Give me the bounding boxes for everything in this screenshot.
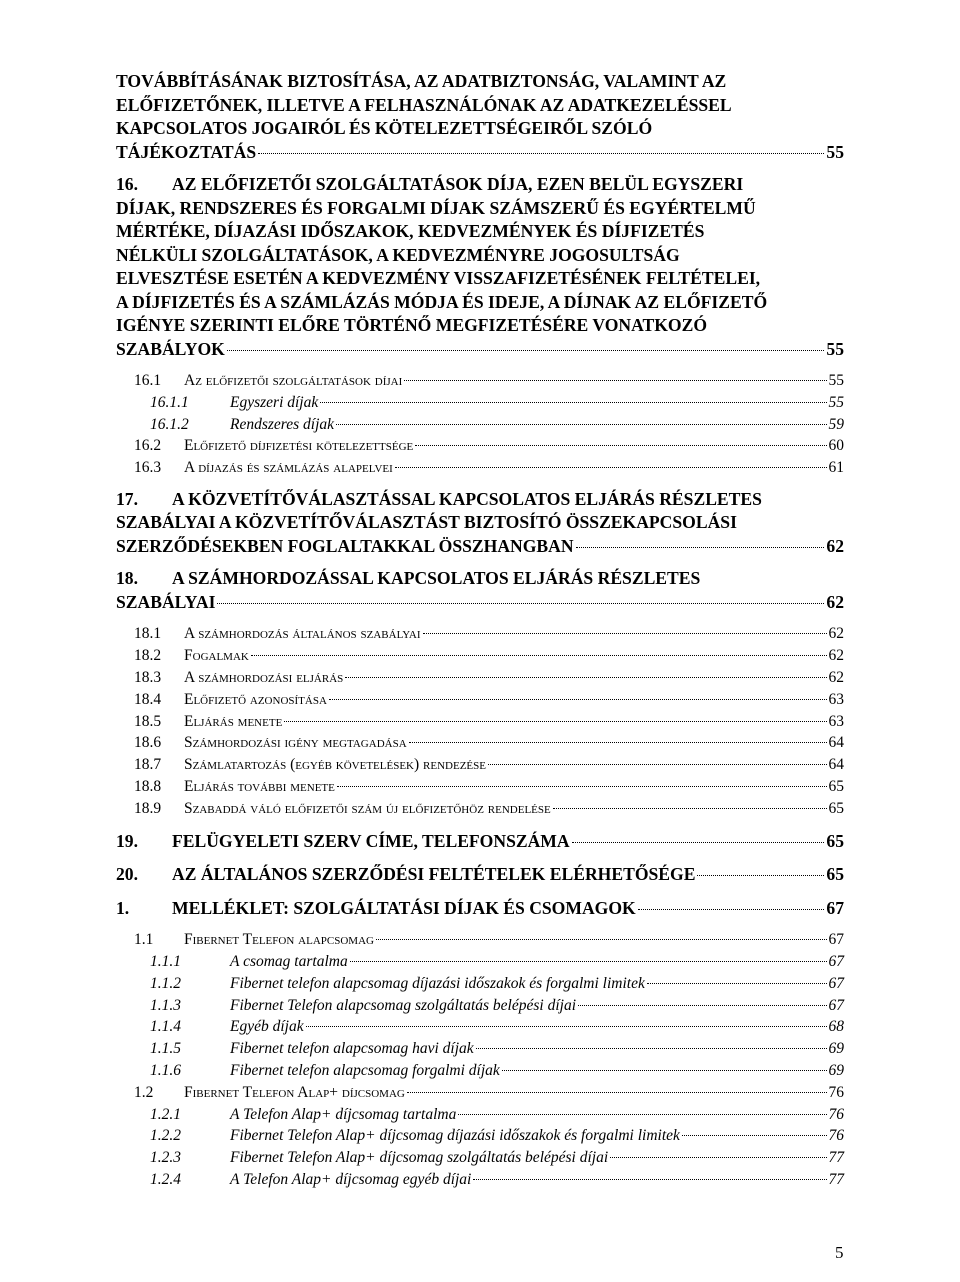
toc-page-number: 55 [826, 338, 844, 359]
toc-entry-title: Előfizető azonosítása [184, 690, 327, 708]
toc-page-number: 64 [828, 756, 844, 774]
toc-entry-title: Fibernet telefon alapcsomag forgalmi díjak [230, 1061, 500, 1079]
toc-entry-number: 18.7 [134, 756, 162, 774]
toc-entry-number: 1.2.1 [150, 1105, 181, 1123]
toc-entry-title: MELLÉKLET: SZOLGÁLTATÁSI DÍJAK ÉS CSOMAGOK [172, 897, 636, 918]
toc-entry-title: Fibernet telefon alapcsomag havi díjak [230, 1040, 474, 1058]
toc-page-number: 67 [828, 931, 844, 949]
leader-dots [345, 677, 826, 678]
toc-entry-title: Eljárás menete [184, 712, 283, 730]
toc-entry-subsection[interactable] [116, 951, 844, 973]
toc-title-line: SZABÁLYAI [116, 591, 216, 612]
toc-page-number: 67 [826, 897, 844, 918]
toc-entry-main[interactable] [116, 488, 844, 559]
toc-entry-main[interactable] [116, 70, 844, 164]
toc-entry-section[interactable] [116, 1082, 844, 1104]
toc-entry-subsection[interactable] [116, 1038, 844, 1060]
toc-entry-number: 16.1.2 [150, 415, 189, 433]
toc-page-number: 77 [828, 1170, 844, 1188]
toc-entry-number: 16.1.1 [150, 393, 189, 411]
leader-dots [217, 603, 824, 604]
toc-entry-number: 1.1.3 [150, 996, 181, 1014]
toc-entry-title: Fibernet Telefon Alap+ díjcsomag szolgáltatás belépési díjai [230, 1149, 609, 1167]
toc-entry-title: AZ ÁLTALÁNOS SZERZŐDÉSI FELTÉTELEK ELÉRHETŐSÉGE [172, 864, 696, 885]
toc-page-number: 76 [828, 1105, 844, 1123]
toc-page-number: 60 [828, 437, 844, 455]
leader-dots [473, 1179, 826, 1180]
toc-entry-number: 16. [116, 174, 138, 194]
toc-title-line: NÉLKÜLI SZOLGÁLTATÁSOK, A KEDVEZMÉNYRE JOGOSULTSÁG [116, 244, 680, 265]
toc-entry-section[interactable] [116, 776, 844, 798]
toc-entry-subsection[interactable] [116, 995, 844, 1017]
toc-title-last-line [116, 535, 844, 559]
toc-entry-number: 1.2.4 [150, 1170, 181, 1188]
toc-page-number: 55 [828, 393, 844, 411]
toc-title-last-line [116, 863, 844, 887]
toc-entry-section[interactable] [116, 457, 844, 479]
toc-page-number: 65 [826, 830, 844, 851]
toc-entry-title: Fibernet telefon alapcsomag díjazási időszakok és forgalmi limitek [230, 974, 645, 992]
toc-entry-section[interactable] [116, 732, 844, 754]
toc-page-number: 55 [826, 141, 844, 162]
toc-entry-number: 18.6 [134, 734, 162, 752]
toc-title-last-line [116, 338, 844, 362]
toc-entry-number: 18.4 [134, 690, 162, 708]
toc-title-line: IGÉNYE SZERINTI ELŐRE TÖRTÉNŐ MEGFIZETÉSÉRE VONATKOZÓ [116, 315, 708, 335]
toc-page-number: 76 [828, 1083, 844, 1101]
leader-dots [320, 402, 826, 403]
toc-entry-title: Szabaddá váló előfizetői szám új előfizetőhöz rendelése [184, 799, 551, 817]
toc-entry-subsection[interactable] [116, 1125, 844, 1147]
toc-entry-title: Számhordozási igény megtagadása [184, 734, 407, 752]
toc-entry-title: A számhordozás általános szabályai [184, 625, 421, 643]
leader-dots [415, 445, 826, 446]
toc-entry-subsection[interactable] [116, 1169, 844, 1191]
leader-dots [336, 424, 826, 425]
toc-entry-number: 18.3 [134, 669, 162, 687]
leader-dots [476, 1048, 827, 1049]
leader-dots [251, 655, 827, 656]
toc-page-number: 65 [826, 864, 844, 885]
toc-entry-title [116, 567, 844, 591]
leader-dots [572, 842, 825, 843]
toc-entry-title: Fogalmak [184, 647, 249, 665]
toc-entry-number: 18.1 [134, 625, 162, 643]
toc-entry-title: Az előfizetői szolgáltatások díjai [184, 372, 403, 389]
toc-title-last-line [116, 830, 844, 854]
toc-page-number: 62 [826, 535, 844, 556]
toc-entry-continuation [116, 141, 844, 165]
toc-entry-title: Fibernet Telefon Alap+ díjcsomag díjazási időszakok és forgalmi limitek [230, 1127, 680, 1145]
toc-entry-title: Egyéb díjak [230, 1018, 304, 1036]
toc-page-number: 62 [828, 647, 844, 665]
toc-entry-number: 1.2 [134, 1083, 154, 1101]
toc-page-number: 68 [828, 1018, 844, 1036]
toc-entry-section[interactable] [116, 623, 844, 645]
toc-entry-number: 16.2 [134, 437, 162, 455]
page-number: 5 [835, 1243, 844, 1262]
toc-page-number: 65 [828, 799, 844, 817]
leader-dots [329, 699, 827, 700]
leader-dots [647, 983, 827, 984]
toc-entry-number: 1. [116, 897, 130, 918]
toc-page-number: 77 [828, 1149, 844, 1167]
leader-dots [488, 764, 827, 765]
toc-entry-section[interactable] [116, 370, 844, 392]
toc-entry-number: 1.2.2 [150, 1127, 181, 1145]
toc-entry-number: 1.1.5 [150, 1040, 181, 1058]
toc-entry-section[interactable] [116, 754, 844, 776]
toc-entry-title: A Telefon Alap+ díjcsomag tartalma [230, 1105, 457, 1123]
toc-title-line: A SZÁMHORDOZÁSSAL KAPCSOLATOS ELJÁRÁS RÉSZLETES [172, 568, 701, 589]
toc-title-line: A KÖZVETÍTŐVÁLASZTÁSSAL KAPCSOLATOS ELJÁRÁS RÉSZLETES [172, 488, 762, 509]
toc-entry-section[interactable] [116, 711, 844, 733]
toc-entry-title: Rendszeres díjak [230, 415, 335, 433]
toc-title-last-line [116, 897, 844, 921]
toc-entry-number: 16.1 [134, 372, 162, 389]
toc-entry-continuation [116, 338, 844, 362]
toc-page-number: 55 [828, 372, 844, 389]
toc-entry-section[interactable] [116, 929, 844, 951]
toc-entry-title: A csomag tartalma [230, 952, 348, 970]
toc-title-line: SZABÁLYOK [116, 338, 225, 359]
toc-page-number: 62 [828, 625, 844, 643]
toc-entry-main[interactable] [116, 863, 844, 887]
leader-dots [553, 808, 827, 809]
toc-entry-title: Fibernet Telefon alapcsomag szolgáltatás belépési díjai [230, 996, 577, 1014]
toc-entry-title: Előfizető díjfizetési kötelezettsége [184, 437, 414, 455]
toc-entry-title [116, 488, 844, 512]
leader-dots [407, 1092, 827, 1093]
leader-dots [337, 786, 827, 787]
toc-entry-subsection[interactable] [116, 973, 844, 995]
toc-title-line: KAPCSOLATOS JOGAIRÓL ÉS KÖTELEZETTSÉGEIRŐL SZÓLÓ [116, 118, 653, 138]
toc-entry-subsection[interactable] [116, 1016, 844, 1038]
toc-entry-main[interactable] [116, 830, 844, 854]
toc-entry-main[interactable] [116, 567, 844, 614]
table-of-contents [116, 70, 844, 1191]
toc-entry-title: FELÜGYELETI SZERV CÍME, TELEFONSZÁMA [172, 830, 570, 851]
toc-entry-number: 18.2 [134, 647, 162, 665]
toc-entry-subsection[interactable] [116, 1104, 844, 1126]
toc-page-number: 62 [828, 669, 844, 687]
toc-title-line: DÍJAK, RENDSZERES ÉS FORGALMI DÍJAK SZÁMSZERŰ ÉS EGYÉRTELMŰ [116, 197, 756, 218]
toc-entry-title: Számlatartozás (egyéb követelések) rendezése [184, 756, 486, 774]
toc-entry-title: A Telefon Alap+ díjcsomag egyéb díjai [230, 1170, 472, 1188]
toc-page-number: 63 [828, 712, 844, 730]
toc-page-number: 64 [828, 734, 844, 752]
toc-entry-main[interactable] [116, 173, 844, 361]
toc-page-number: 59 [828, 415, 844, 433]
toc-entry-section[interactable] [116, 667, 844, 689]
toc-page-number: 61 [828, 459, 844, 477]
leader-dots [395, 467, 827, 468]
leader-dots [638, 909, 825, 910]
leader-dots [458, 1114, 826, 1115]
toc-entry-number: 1.1.2 [150, 974, 181, 992]
toc-entry-continuation [116, 591, 844, 615]
leader-dots [610, 1157, 826, 1158]
leader-dots [682, 1135, 827, 1136]
leader-dots [258, 153, 824, 154]
leader-dots [376, 939, 827, 940]
toc-entry-subsection[interactable] [116, 1060, 844, 1082]
toc-page-number: 62 [826, 591, 844, 612]
toc-title-last-line [116, 141, 844, 165]
toc-title-line: MÉRTÉKE, DÍJAZÁSI IDŐSZAKOK, KEDVEZMÉNYEK ÉS DÍJFIZETÉS [116, 221, 705, 241]
toc-entry-subsection[interactable] [116, 414, 844, 436]
toc-page-number: 65 [828, 778, 844, 796]
toc-entry-title: Fibernet Telefon Alap+ díjcsomag [184, 1083, 405, 1101]
toc-page-number: 67 [828, 996, 844, 1014]
toc-entry-number: 1.1.4 [150, 1018, 181, 1036]
toc-entry-continuation [116, 511, 844, 558]
leader-dots [423, 633, 827, 634]
toc-entry-number: 16.3 [134, 459, 162, 477]
leader-dots [404, 380, 826, 381]
toc-entry-number: 18. [116, 568, 138, 589]
toc-entry-title: A számhordozási eljárás [184, 669, 344, 687]
toc-entry-title: Eljárás további menete [184, 778, 335, 796]
toc-entry-section[interactable] [116, 435, 844, 457]
toc-entry-subsection[interactable] [116, 392, 844, 414]
toc-page-number: 67 [828, 974, 844, 992]
leader-dots [697, 875, 824, 876]
leader-dots [350, 961, 827, 962]
leader-dots [284, 721, 826, 722]
toc-entry-number: 1.1.6 [150, 1061, 181, 1079]
toc-title-last-line [116, 591, 844, 615]
leader-dots [576, 547, 825, 548]
leader-dots [306, 1026, 827, 1027]
toc-title-line: AZ ELŐFIZETŐI SZOLGÁLTATÁSOK DÍJA, EZEN BELÜL EGYSZERI [172, 174, 744, 194]
toc-title-line: ELŐFIZETŐNEK, ILLETVE A FELHASZNÁLÓNAK AZ ADATKEZELÉSSEL [116, 94, 732, 115]
toc-title-line: TÁJÉKOZTATÁS [116, 141, 257, 162]
toc-entry-number: 20. [116, 864, 138, 885]
toc-entry-section[interactable] [116, 798, 844, 820]
toc-entry-number: 18.8 [134, 778, 162, 796]
toc-entry-number: 1.2.3 [150, 1149, 181, 1167]
toc-page-number: 76 [828, 1127, 844, 1145]
leader-dots [409, 742, 827, 743]
toc-entry-number: 18.9 [134, 799, 162, 817]
toc-entry-section[interactable] [116, 645, 844, 667]
leader-dots [578, 1005, 826, 1006]
toc-entry-title [116, 173, 844, 338]
toc-title-line: SZABÁLYAI A KÖZVETÍTŐVÁLASZTÁST BIZTOSÍTÓ ÖSSZEKAPCSOLÁSI [116, 512, 737, 533]
leader-dots [227, 350, 825, 351]
toc-entry-title: A díjazás és számlázás alapelvei [184, 459, 393, 477]
toc-entry-section[interactable] [116, 689, 844, 711]
toc-entry-number: 1.1 [134, 931, 154, 949]
toc-entry-number: 1.1.1 [150, 952, 181, 970]
toc-page-number: 67 [828, 952, 844, 970]
toc-entry-title [116, 70, 844, 141]
toc-page-number: 69 [828, 1040, 844, 1058]
toc-entry-number: 18.5 [134, 712, 162, 730]
toc-title-line: A DÍJFIZETÉS ÉS A SZÁMLÁZÁS MÓDJA ÉS IDEJE, A DÍJNAK AZ ELŐFIZETŐ [116, 291, 768, 312]
toc-entry-number: 19. [116, 830, 138, 851]
toc-page-number: 69 [828, 1061, 844, 1079]
toc-page-number: 63 [828, 690, 844, 708]
toc-title-line: TOVÁBBÍTÁSÁNAK BIZTOSÍTÁSA, AZ ADATBIZTONSÁG, VALAMINT AZ [116, 71, 727, 91]
toc-title-line: ELVESZTÉSE ESETÉN A KEDVEZMÉNY VISSZAFIZETÉSÉNEK FELTÉTELEI, [116, 268, 761, 288]
toc-entry-main[interactable] [116, 897, 844, 921]
toc-entry-subsection[interactable] [116, 1147, 844, 1169]
toc-entry-title: Egyszeri díjak [230, 393, 319, 411]
toc-entry-number: 17. [116, 488, 138, 509]
toc-title-line: SZERZŐDÉSEKBEN FOGLALTAKKAL ÖSSZHANGBAN [116, 535, 574, 556]
leader-dots [502, 1070, 827, 1071]
toc-entry-title: Fibernet Telefon alapcsomag [184, 931, 374, 949]
